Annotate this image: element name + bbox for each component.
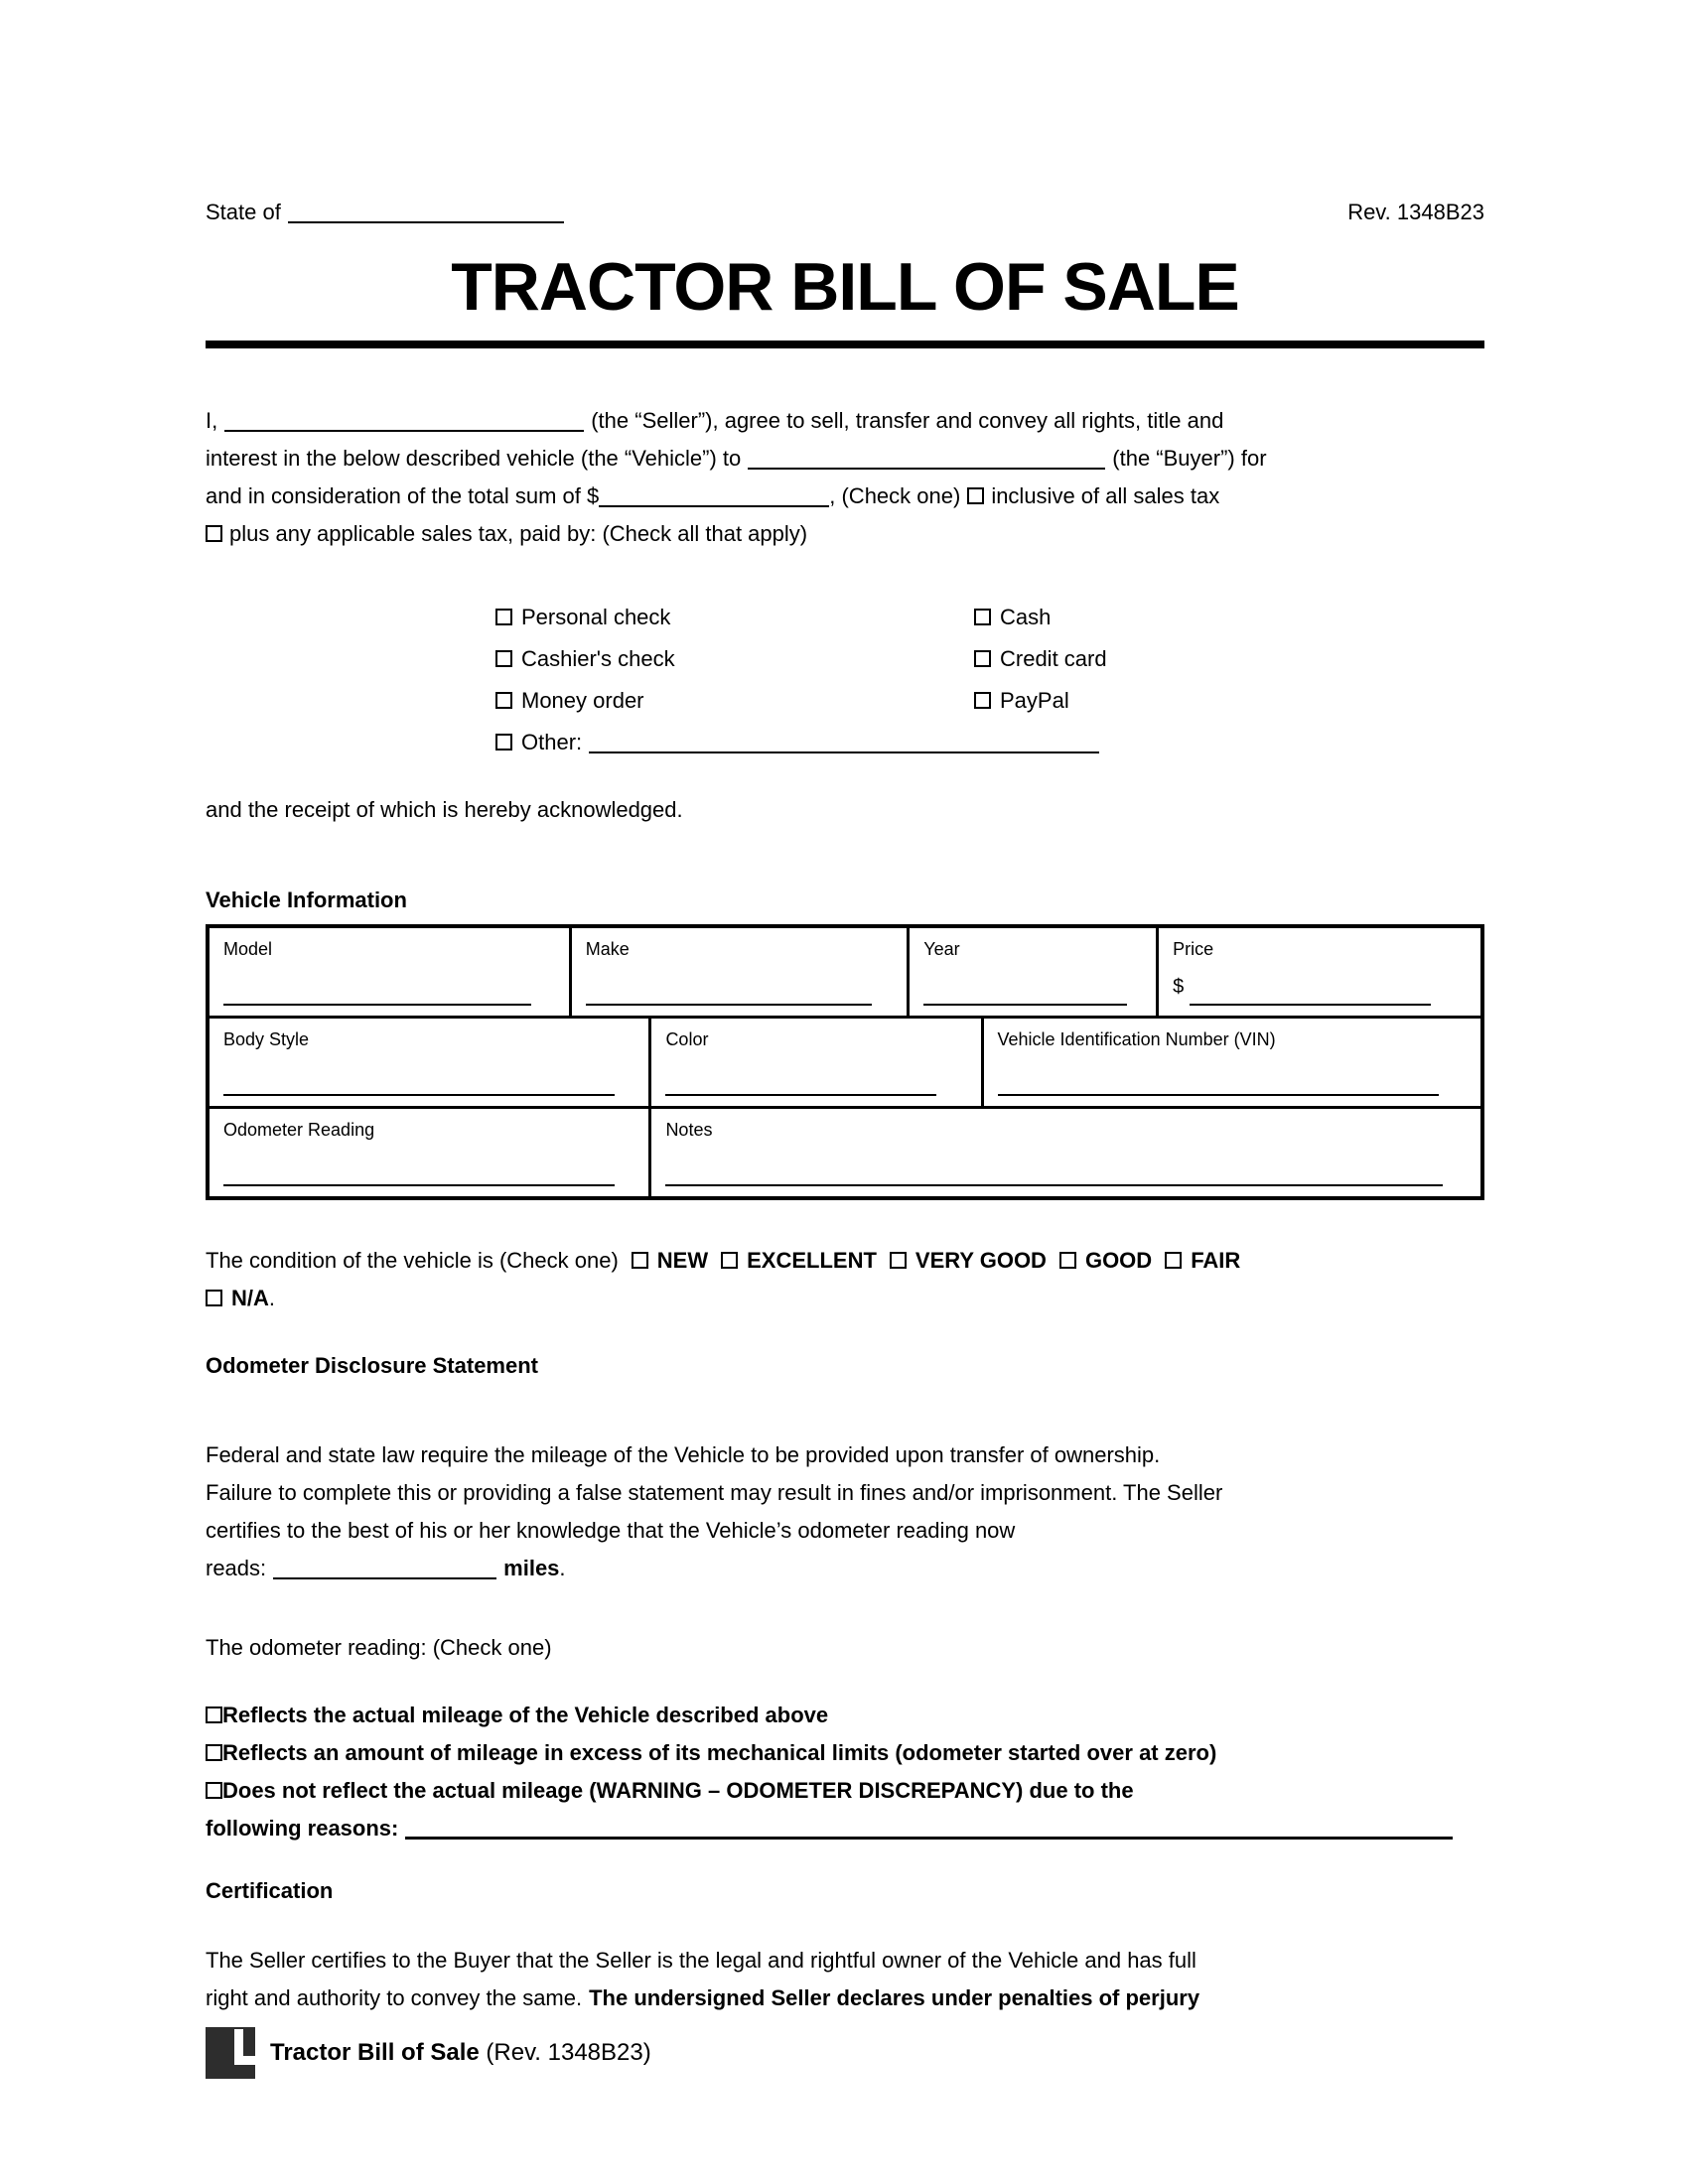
payment-option-label: Other:: [521, 730, 583, 754]
checkbox-very-good[interactable]: [890, 1252, 907, 1269]
payment-option-label: Cash: [1000, 605, 1052, 629]
table-row: [210, 1016, 1480, 1106]
model-blank[interactable]: [223, 996, 531, 1006]
checkbox-excellent[interactable]: [721, 1252, 738, 1269]
price-prefix: $: [1173, 976, 1185, 998]
checkbox-na[interactable]: [206, 1290, 222, 1306]
certification-text: right and authority to convey the same.: [206, 1985, 583, 2010]
odometer-reading-blank[interactable]: [273, 1558, 496, 1579]
intro-text: plus any applicable sales tax, paid by: (Check all that apply): [229, 521, 808, 546]
payment-option-label: Credit card: [1000, 646, 1107, 671]
seller-name-blank[interactable]: [224, 410, 584, 432]
footer-doc-title-line: [270, 2034, 651, 2072]
odometer-option-label: Does not reflect the actual mileage (WARNING – ODOMETER DISCREPANCY) due to the: [222, 1778, 1134, 1803]
certification-bold-text: The undersigned Seller declares under penalties of perjury: [589, 1985, 1200, 2010]
checkbox-cash[interactable]: [974, 609, 991, 625]
checkbox-actual-mileage[interactable]: [206, 1706, 222, 1723]
condition-option-label: EXCELLENT: [747, 1248, 877, 1273]
payment-option-label: Money order: [521, 688, 644, 713]
payment-option-cash: [974, 599, 1484, 636]
vin-blank[interactable]: [998, 1086, 1439, 1096]
intro-text: (the “Seller”), agree to sell, transfer and convey all rights, title and: [591, 408, 1224, 433]
certification-text: The Seller certifies to the Buyer that the Seller is the legal and rightful owner of the Vehicle and has full: [206, 1948, 1196, 1973]
checkbox-money-order[interactable]: [495, 692, 512, 709]
intro-text: I,: [206, 408, 218, 433]
discrepancy-reasons-blank[interactable]: [405, 1818, 1453, 1840]
revision-number: Rev. 1348B23: [1347, 200, 1484, 224]
reasons-label: following reasons:: [206, 1816, 399, 1841]
payment-option-label: Cashier's check: [521, 646, 675, 671]
odometer-options: [206, 1697, 1484, 1847]
period: .: [559, 1556, 566, 1580]
payment-option-credit-card: [974, 640, 1484, 678]
state-name-blank[interactable]: [288, 202, 564, 223]
title-divider: [206, 341, 1484, 348]
checkbox-other[interactable]: [495, 734, 512, 751]
payment-option-money-order: [495, 682, 974, 720]
checkbox-new[interactable]: [632, 1252, 648, 1269]
body-style-cell: [210, 1019, 651, 1106]
odometer-option-label: Reflects an amount of mileage in excess of its mechanical limits (odometer started over at zero): [222, 1740, 1217, 1765]
vehicle-information-heading: Vehicle Information: [206, 887, 407, 912]
odometer-blank[interactable]: [223, 1176, 615, 1186]
model-label: Model: [223, 939, 273, 959]
condition-period: .: [268, 1286, 276, 1310]
checkbox-discrepancy[interactable]: [206, 1782, 222, 1799]
vehicle-information-table: [206, 924, 1484, 1200]
condition-option-label: N/A: [231, 1286, 269, 1310]
body-style-blank[interactable]: [223, 1086, 615, 1096]
price-blank[interactable]: [1190, 996, 1431, 1006]
header: [206, 194, 1484, 231]
table-row: [210, 1106, 1480, 1196]
certification-heading: Certification: [206, 1878, 334, 1903]
sale-amount-blank[interactable]: [599, 485, 829, 507]
condition-option-label: NEW: [656, 1248, 709, 1273]
odometer-disclosure-heading: Odometer Disclosure Statement: [206, 1353, 538, 1378]
checkbox-inclusive-sales-tax[interactable]: [967, 487, 984, 504]
odometer-reading-lead: The odometer reading: (Check one): [206, 1635, 552, 1660]
payment-option-personal-check: [495, 599, 974, 636]
odometer-cell: [210, 1109, 651, 1196]
body-style-label: Body Style: [223, 1029, 310, 1049]
certification-paragraph: [206, 1942, 1484, 2017]
reads-label: reads:: [206, 1556, 267, 1580]
price-cell: [1159, 928, 1480, 1016]
payment-option-other: [495, 724, 1484, 761]
footer-doc-title: Tractor Bill of Sale: [270, 2039, 480, 2066]
checkbox-paypal[interactable]: [974, 692, 991, 709]
price-label: Price: [1173, 939, 1214, 959]
legal-templates-logo-icon: [206, 2027, 255, 2079]
intro-text: inclusive of all sales tax: [991, 483, 1220, 508]
odometer-option-label: Reflects the actual mileage of the Vehicle described above: [222, 1703, 829, 1727]
make-blank[interactable]: [586, 996, 872, 1006]
odometer-text: Federal and state law require the mileage of the Vehicle to be provided upon transfer of ownership.: [206, 1442, 1161, 1467]
notes-blank[interactable]: [665, 1176, 1442, 1186]
make-cell: [572, 928, 910, 1016]
odometer-label: Odometer Reading: [223, 1120, 375, 1140]
buyer-name-blank[interactable]: [748, 448, 1105, 470]
odometer-text: certifies to the best of his or her knowledge that the Vehicle’s odometer reading now: [206, 1518, 1016, 1543]
intro-text: (the “Buyer”) for: [1112, 446, 1267, 471]
payment-option-paypal: [974, 682, 1484, 720]
checkbox-excess-mileage[interactable]: [206, 1744, 222, 1761]
color-blank[interactable]: [665, 1086, 936, 1096]
color-label: Color: [665, 1029, 709, 1049]
table-row: [210, 928, 1480, 1016]
color-cell: [651, 1019, 983, 1106]
condition-option-label: FAIR: [1191, 1248, 1241, 1273]
model-cell: [210, 928, 572, 1016]
footer: [206, 2027, 651, 2079]
payment-method-list: [495, 599, 1484, 761]
odometer-text: Failure to complete this or providing a false statement may result in fines and/or imprisonment. The Seller: [206, 1480, 1223, 1505]
payment-option-label: Personal check: [521, 605, 671, 629]
intro-paragraph: [206, 402, 1484, 553]
state-of-line: [206, 194, 564, 231]
payment-option-cashiers-check: [495, 640, 974, 678]
miles-label: miles: [503, 1556, 560, 1580]
checkbox-plus-sales-tax[interactable]: [206, 525, 222, 542]
intro-text: interest in the below described vehicle (the “Vehicle”) to: [206, 446, 742, 471]
year-cell: [910, 928, 1159, 1016]
condition-option-label: VERY GOOD: [914, 1248, 1047, 1273]
condition-line: [206, 1242, 1484, 1317]
checkbox-fair[interactable]: [1165, 1252, 1182, 1269]
condition-option-label: GOOD: [1084, 1248, 1153, 1273]
year-label: Year: [923, 939, 960, 959]
checkbox-credit-card[interactable]: [974, 650, 991, 667]
payment-option-label: PayPal: [1000, 688, 1069, 713]
vin-label: Vehicle Identification Number (VIN): [997, 1029, 1276, 1049]
footer-revision: (Rev. 1348B23): [486, 2039, 651, 2066]
page-title: TRACTOR BILL OF SALE: [451, 249, 1239, 325]
notes-label: Notes: [665, 1120, 713, 1140]
make-label: Make: [585, 939, 630, 959]
condition-lead: The condition of the vehicle is (Check one): [206, 1248, 619, 1273]
vin-cell: [984, 1019, 1480, 1106]
checkbox-personal-check[interactable]: [495, 609, 512, 625]
other-payment-blank[interactable]: [589, 732, 1099, 753]
receipt-acknowledgement: and the receipt of which is hereby acknowledged.: [206, 797, 683, 822]
checkbox-good[interactable]: [1059, 1252, 1076, 1269]
intro-text: , (Check one): [829, 483, 961, 508]
notes-cell: [651, 1109, 1480, 1196]
odometer-paragraph: [206, 1436, 1484, 1587]
intro-text: and in consideration of the total sum of $: [206, 483, 600, 508]
year-blank[interactable]: [923, 996, 1126, 1006]
state-of-label: State of: [206, 200, 281, 224]
checkbox-cashiers-check[interactable]: [495, 650, 512, 667]
